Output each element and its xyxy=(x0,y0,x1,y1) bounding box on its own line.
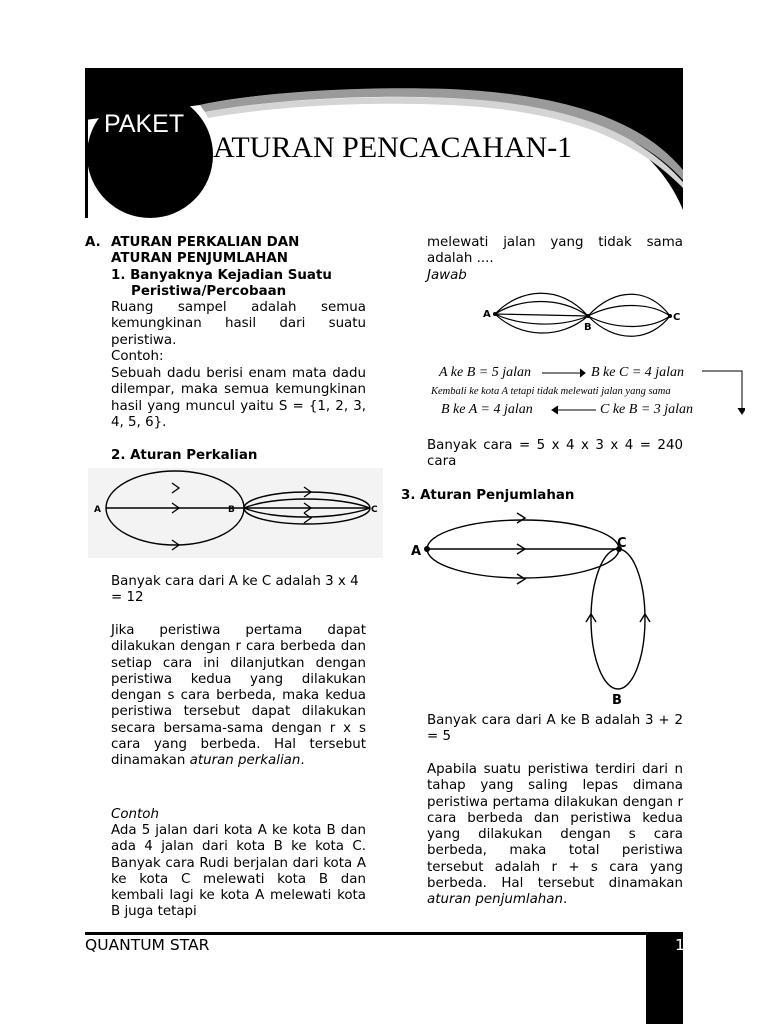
diagram2-label-c: C xyxy=(673,312,681,323)
city-paths-diagram xyxy=(480,280,685,340)
diagram1-label-b: B xyxy=(228,505,235,515)
section-a-title-line1: ATURAN PERKALIAN DAN xyxy=(111,235,300,250)
paket-label: PAKET xyxy=(104,110,185,138)
rule-term: aturan perkalian xyxy=(189,753,301,769)
city-example-continued: melewati jalan yang tidak sama adalah .... xyxy=(427,235,683,267)
diagram3-label-b: B xyxy=(612,693,622,708)
diagram1-label-a: A xyxy=(94,505,101,515)
subsection-1-title-line2: Peristiwa/Percobaan xyxy=(131,284,287,299)
addition-rule-text xyxy=(427,762,683,909)
diagram3-label-c: C xyxy=(617,536,627,551)
city-result: Banyak cara = 5 x 4 x 3 x 4 = 240 cara xyxy=(427,438,683,470)
contoh-label: Contoh: xyxy=(111,349,164,364)
diagram2-label-b: B xyxy=(584,322,592,333)
rule2-term: aturan penjumlahan xyxy=(427,892,563,908)
eq-c-to-b: C ke B = 3 jalan xyxy=(600,402,694,417)
subsection-3-title: 3. Aturan Penjumlahan xyxy=(401,488,575,503)
section-a-title-line2: ATURAN PENJUMLAHAN xyxy=(111,251,288,266)
multiplication-result: Banyak cara dari A ke C adalah 3 x 4 = 12 xyxy=(111,574,359,606)
diagram1-label-c: C xyxy=(371,505,378,515)
eq-a-to-b: A ke B = 5 jalan xyxy=(439,365,532,380)
rule2-end: . xyxy=(562,892,568,908)
addition-diagram xyxy=(405,506,665,708)
page-title: ATURAN PENCACAHAN-1 xyxy=(213,131,573,164)
eq-b-to-c: B ke C = 4 jalan xyxy=(591,365,685,380)
jawab-label: Jawab xyxy=(427,268,467,283)
footer-page-number: 1 xyxy=(675,936,685,954)
rule-text: Jika peristiwa pertama dapat dilakukan dengan r cara berbeda dan setiap cara ini dilanjutkan dengan peristiwa kedua yang dilakukan dengan s cara berbeda, maka kedua peristiwa tersebut dapat dilakukan secara bersama-sama dengan r x s cara yang berbeda. Hal tersebut dinamakan xyxy=(111,623,366,769)
dice-example: Sebuah dadu berisi enam mata dadu dilempar, maka semua kemungkinan hasil yang muncul yaitu S = {1, 2, 3, 4, 5, 6}. xyxy=(111,366,366,430)
eq-b-to-a: B ke A = 4 jalan xyxy=(441,402,533,417)
sample-space-definition: Ruang sampel adalah semua kemungkinan hasil dari suatu peristiwa. xyxy=(111,300,366,348)
diagram3-label-a: A xyxy=(411,544,422,559)
city-example: Ada 5 jalan dari kota A ke kota B dan ada 4 jalan dari kota B ke kota C. Banyak cara Rudi berjalan dari kota A ke kota C melewati kota B dan kembali lagi ke kota A melewati kota B juga tetapi xyxy=(111,823,366,920)
section-a-letter: A. xyxy=(85,235,101,250)
rule-end: . xyxy=(300,753,305,769)
multiplication-rule-text xyxy=(111,623,366,770)
paket-number: 1 xyxy=(184,139,204,184)
subsection-2-title: 2. Aturan Perkalian xyxy=(111,448,258,463)
addition-result: Banyak cara dari A ke B adalah 3 + 2 = 5 xyxy=(427,713,683,745)
diagram2-label-a: A xyxy=(483,309,491,320)
multiplication-diagram xyxy=(88,468,383,558)
footer-brand: QUANTUM STAR xyxy=(85,936,210,954)
return-note: Kembali ke kota A tetapi tidak melewati jalan yang sama xyxy=(431,386,671,397)
contoh2-label: Contoh xyxy=(111,807,159,822)
subsection-1-title-line1: 1. Banyaknya Kejadian Suatu xyxy=(111,268,332,283)
rule2-text: Apabila suatu peristiwa terdiri dari n tahap yang saling lepas dimana peristiwa pertama dilakukan dengan r cara berbeda dan peristiwa kedua yang dilakukan dengan s cara berbeda, maka total peristiwa tersebut adalah r + s cara yang berbeda. Hal tersebut dinamakan xyxy=(427,762,683,892)
